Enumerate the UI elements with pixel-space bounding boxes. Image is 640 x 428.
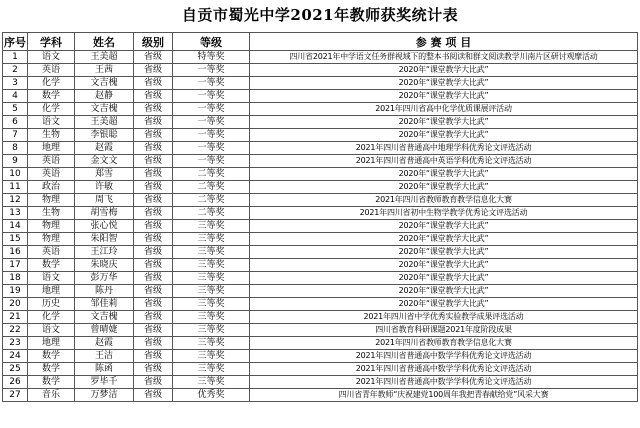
table-row [3, 311, 638, 324]
cell-subject: 化学 [28, 103, 75, 116]
cell-subject: 物理 [28, 233, 75, 246]
cell-index: 15 [3, 233, 28, 246]
cell-subject: 化学 [28, 311, 75, 324]
cell-name: 朱晓庆 [75, 259, 134, 272]
cell-project: 2021年四川省中学优秀实验教学成果评选活动 [250, 311, 638, 324]
cell-grade: 一等奖 [173, 90, 250, 103]
cell-project: 2020年“课堂教学大比武” [250, 64, 638, 77]
cell-index: 7 [3, 129, 28, 142]
cell-project: 2020年“课堂教学大比武” [250, 168, 638, 181]
cell-index: 23 [3, 337, 28, 350]
cell-index: 5 [3, 103, 28, 116]
table-row [3, 142, 638, 155]
cell-grade: 一等奖 [173, 155, 250, 168]
cell-index: 2 [3, 64, 28, 77]
table-row [3, 337, 638, 350]
cell-level: 省级 [134, 389, 173, 402]
table-row [3, 168, 638, 181]
cell-level: 省级 [134, 194, 173, 207]
cell-subject: 地理 [28, 285, 75, 298]
cell-subject: 语文 [28, 272, 75, 285]
cell-grade: 三等奖 [173, 363, 250, 376]
cell-grade: 三等奖 [173, 337, 250, 350]
table-row [3, 298, 638, 311]
header-subject: 学科 [28, 33, 75, 51]
cell-grade: 三等奖 [173, 259, 250, 272]
cell-index: 24 [3, 350, 28, 363]
cell-level: 省级 [134, 155, 173, 168]
cell-subject: 数学 [28, 363, 75, 376]
cell-subject: 英语 [28, 246, 75, 259]
table-row [3, 389, 638, 402]
cell-index: 13 [3, 207, 28, 220]
cell-subject: 地理 [28, 142, 75, 155]
cell-project: 2020年“课堂教学大比武” [250, 181, 638, 194]
cell-subject: 数学 [28, 259, 75, 272]
table-row [3, 376, 638, 389]
cell-grade: 特等奖 [173, 51, 250, 64]
cell-level: 省级 [134, 207, 173, 220]
cell-level: 省级 [134, 181, 173, 194]
cell-project: 四川省青年教师“庆祝建党100周年我把青春献给党”风采大赛 [250, 389, 638, 402]
cell-level: 省级 [134, 285, 173, 298]
cell-project: 2021年四川省普通高中地理学科优秀论文评选活动 [250, 142, 638, 155]
table-row [3, 155, 638, 168]
table-row [3, 51, 638, 64]
cell-index: 10 [3, 168, 28, 181]
table-row [3, 194, 638, 207]
cell-level: 省级 [134, 116, 173, 129]
cell-subject: 音乐 [28, 389, 75, 402]
cell-level: 省级 [134, 363, 173, 376]
table-row [3, 103, 638, 116]
cell-project: 2021年四川省普通高中数学学科优秀论文评选活动 [250, 376, 638, 389]
cell-index: 19 [3, 285, 28, 298]
cell-project: 2020年“课堂教学大比武” [250, 116, 638, 129]
table-row [3, 246, 638, 259]
cell-subject: 生物 [28, 129, 75, 142]
table-row [3, 181, 638, 194]
cell-grade: 三等奖 [173, 220, 250, 233]
cell-name: 王洁 [75, 350, 134, 363]
cell-name: 张心悦 [75, 220, 134, 233]
cell-level: 省级 [134, 103, 173, 116]
cell-subject: 数学 [28, 90, 75, 103]
cell-project: 2020年“课堂教学大比武” [250, 298, 638, 311]
cell-index: 22 [3, 324, 28, 337]
cell-name: 王美超 [75, 116, 134, 129]
cell-name: 赵霞 [75, 337, 134, 350]
cell-index: 3 [3, 77, 28, 90]
cell-name: 胡雪梅 [75, 207, 134, 220]
cell-subject: 物理 [28, 220, 75, 233]
header-grade: 等级 [173, 33, 250, 51]
cell-grade: 一等奖 [173, 77, 250, 90]
cell-subject: 政治 [28, 181, 75, 194]
cell-index: 26 [3, 376, 28, 389]
cell-subject: 英语 [28, 64, 75, 77]
cell-project: 2021年四川省普通高中数学学科优秀论文评选活动 [250, 350, 638, 363]
cell-grade: 一等奖 [173, 129, 250, 142]
cell-index: 20 [3, 298, 28, 311]
cell-name: 王江玲 [75, 246, 134, 259]
cell-level: 省级 [134, 64, 173, 77]
cell-name: 罗毕千 [75, 376, 134, 389]
table-row [3, 272, 638, 285]
cell-grade: 三等奖 [173, 272, 250, 285]
header-row [3, 33, 638, 51]
cell-subject: 物理 [28, 194, 75, 207]
cell-name: 文吉槐 [75, 311, 134, 324]
cell-grade: 三等奖 [173, 376, 250, 389]
cell-name: 王茜 [75, 64, 134, 77]
cell-name: 金文文 [75, 155, 134, 168]
cell-name: 赵静 [75, 90, 134, 103]
cell-name: 陈函 [75, 363, 134, 376]
cell-grade: 三等奖 [173, 233, 250, 246]
cell-project: 2020年“课堂教学大比武” [250, 129, 638, 142]
cell-subject: 语文 [28, 116, 75, 129]
cell-project: 2020年“课堂教学大比武” [250, 259, 638, 272]
cell-subject: 数学 [28, 350, 75, 363]
cell-level: 省级 [134, 233, 173, 246]
header-name: 姓名 [75, 33, 134, 51]
cell-subject: 英语 [28, 168, 75, 181]
cell-subject: 历史 [28, 298, 75, 311]
cell-grade: 一等奖 [173, 64, 250, 77]
cell-grade: 三等奖 [173, 298, 250, 311]
cell-project: 2021年四川省高中化学优质课展评活动 [250, 103, 638, 116]
cell-name: 李银聪 [75, 129, 134, 142]
cell-project: 2021年四川省教师教育教学信息化大赛 [250, 337, 638, 350]
cell-grade: 三等奖 [173, 246, 250, 259]
cell-subject: 语文 [28, 324, 75, 337]
cell-index: 11 [3, 181, 28, 194]
header-project: 参 赛 项 目 [250, 33, 638, 51]
table-row [3, 220, 638, 233]
table-row [3, 207, 638, 220]
cell-index: 1 [3, 51, 28, 64]
cell-grade: 二等奖 [173, 207, 250, 220]
page-title: 自贡市蜀光中学2021年教师获奖统计表 [181, 6, 459, 24]
cell-name: 周飞 [75, 194, 134, 207]
cell-project: 2020年“课堂教学大比武” [250, 77, 638, 90]
cell-index: 16 [3, 246, 28, 259]
cell-grade: 三等奖 [173, 285, 250, 298]
cell-level: 省级 [134, 168, 173, 181]
cell-project: 2020年“课堂教学大比武” [250, 220, 638, 233]
cell-level: 省级 [134, 129, 173, 142]
cell-grade: 优秀奖 [173, 389, 250, 402]
cell-grade: 三等奖 [173, 324, 250, 337]
cell-project: 2021年四川省教师教育教学信息化大赛 [250, 194, 638, 207]
cell-level: 省级 [134, 142, 173, 155]
cell-level: 省级 [134, 311, 173, 324]
cell-level: 省级 [134, 376, 173, 389]
cell-index: 12 [3, 194, 28, 207]
cell-subject: 化学 [28, 77, 75, 90]
cell-index: 9 [3, 155, 28, 168]
table-row [3, 285, 638, 298]
cell-name: 文吉槐 [75, 77, 134, 90]
table-row [3, 90, 638, 103]
cell-project: 2020年“课堂教学大比武” [250, 272, 638, 285]
cell-name: 陈丹 [75, 285, 134, 298]
cell-level: 省级 [134, 77, 173, 90]
cell-index: 8 [3, 142, 28, 155]
cell-level: 省级 [134, 272, 173, 285]
cell-project: 2021年四川省初中生物学教学优秀论文评选活动 [250, 207, 638, 220]
table-row [3, 77, 638, 90]
cell-project: 2020年“课堂教学大比武” [250, 233, 638, 246]
cell-grade: 二等奖 [173, 194, 250, 207]
cell-name: 赵霞 [75, 142, 134, 155]
cell-index: 14 [3, 220, 28, 233]
cell-grade: 一等奖 [173, 116, 250, 129]
cell-project: 2020年“课堂教学大比武” [250, 246, 638, 259]
cell-name: 朱阳智 [75, 233, 134, 246]
header-index: 序号 [3, 33, 28, 51]
cell-subject: 英语 [28, 155, 75, 168]
table-row [3, 116, 638, 129]
table-row [3, 350, 638, 363]
table-row [3, 259, 638, 272]
cell-level: 省级 [134, 298, 173, 311]
cell-level: 省级 [134, 350, 173, 363]
cell-level: 省级 [134, 246, 173, 259]
cell-level: 省级 [134, 51, 173, 64]
cell-name: 彭万华 [75, 272, 134, 285]
table-row [3, 233, 638, 246]
cell-index: 4 [3, 90, 28, 103]
cell-name: 曾晴婕 [75, 324, 134, 337]
cell-grade: 一等奖 [173, 142, 250, 155]
cell-project: 2021年四川省普通高中数学学科优秀论文评选活动 [250, 363, 638, 376]
cell-index: 17 [3, 259, 28, 272]
cell-project: 2020年“课堂教学大比武” [250, 285, 638, 298]
cell-level: 省级 [134, 324, 173, 337]
cell-project: 2021年四川省普通高中英语学科优秀论文评选活动 [250, 155, 638, 168]
header-level: 级别 [134, 33, 173, 51]
cell-level: 省级 [134, 259, 173, 272]
cell-project: 四川省2021年中学语文任务群视域下的整本书阅读和群文阅读教学川南片区研讨观摩活动 [250, 51, 638, 64]
cell-name: 郑雪 [75, 168, 134, 181]
table-row [3, 324, 638, 337]
cell-index: 27 [3, 389, 28, 402]
cell-grade: 一等奖 [173, 103, 250, 116]
cell-name: 许敏 [75, 181, 134, 194]
cell-index: 21 [3, 311, 28, 324]
cell-level: 省级 [134, 337, 173, 350]
table-row [3, 129, 638, 142]
cell-level: 省级 [134, 220, 173, 233]
cell-level: 省级 [134, 90, 173, 103]
cell-subject: 生物 [28, 207, 75, 220]
cell-subject: 数学 [28, 376, 75, 389]
cell-index: 6 [3, 116, 28, 129]
table-row [3, 64, 638, 77]
cell-index: 18 [3, 272, 28, 285]
cell-project: 2020年“课堂教学大比武” [250, 90, 638, 103]
table-row [3, 363, 638, 376]
cell-grade: 二等奖 [173, 168, 250, 181]
cell-subject: 语文 [28, 51, 75, 64]
cell-subject: 地理 [28, 337, 75, 350]
cell-name: 邹佳莉 [75, 298, 134, 311]
cell-grade: 三等奖 [173, 350, 250, 363]
cell-project: 四川省教育科研课题2021年度阶段成果 [250, 324, 638, 337]
cell-name: 万梦洁 [75, 389, 134, 402]
cell-name: 文吉槐 [75, 103, 134, 116]
cell-grade: 二等奖 [173, 181, 250, 194]
cell-index: 25 [3, 363, 28, 376]
cell-name: 王美超 [75, 51, 134, 64]
cell-grade: 三等奖 [173, 311, 250, 324]
awards-table [2, 32, 638, 402]
